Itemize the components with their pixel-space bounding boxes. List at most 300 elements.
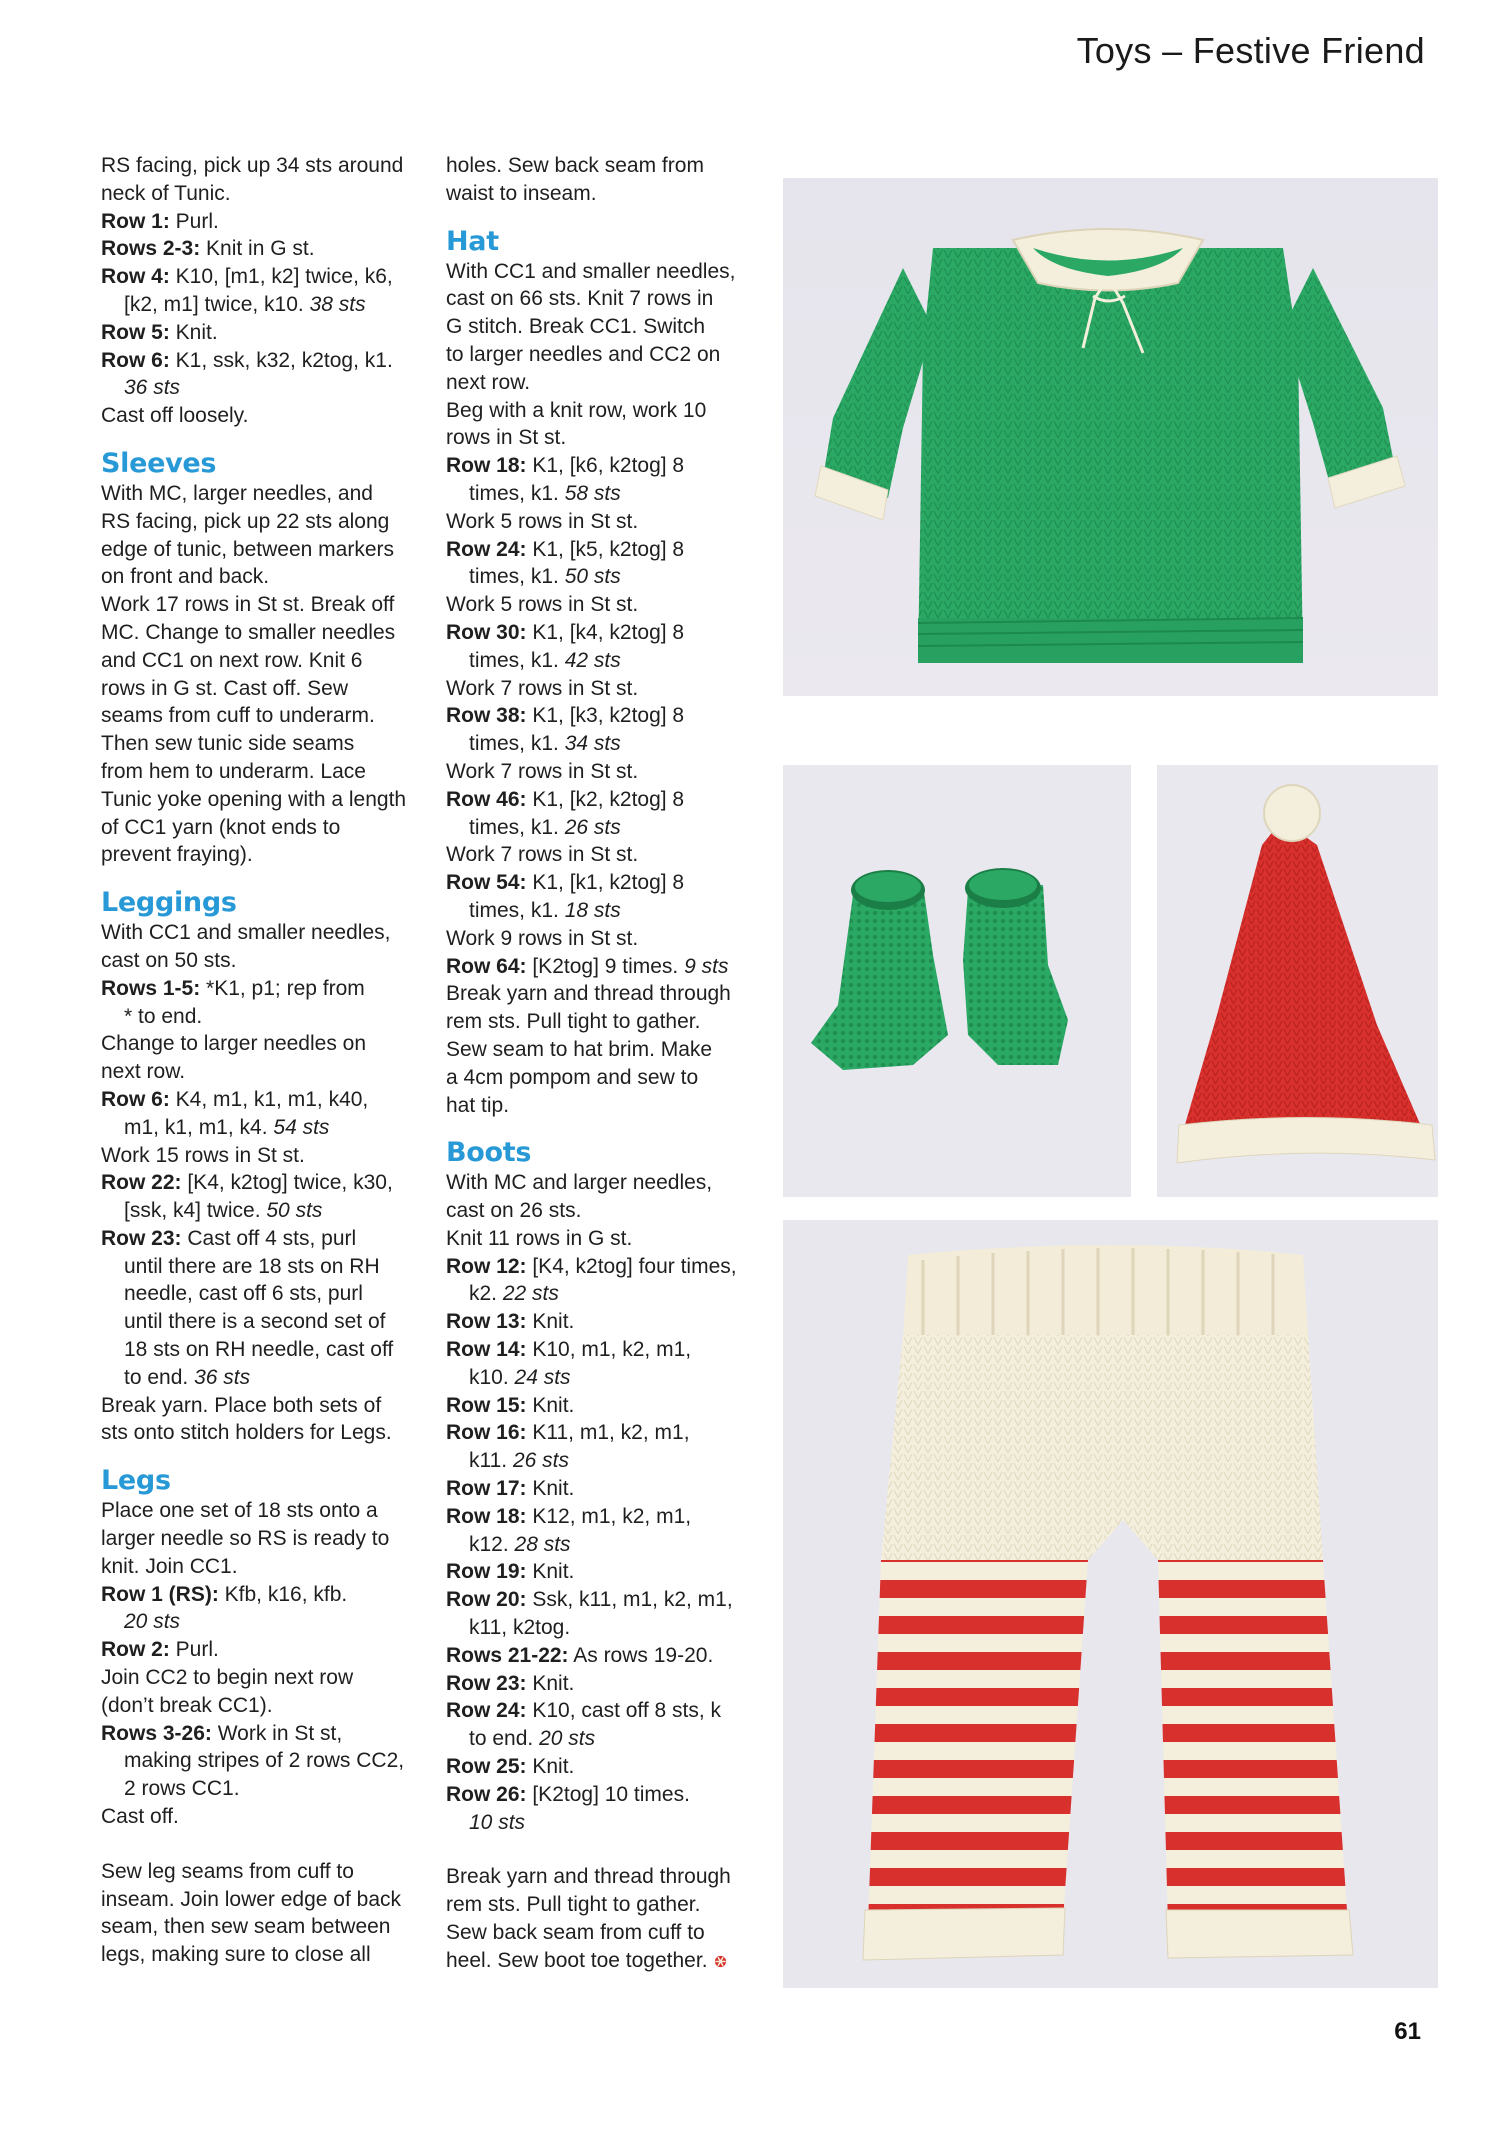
stitch-count: 26 sts <box>512 1449 569 1473</box>
text-line <box>101 347 431 375</box>
text-line <box>446 1558 776 1586</box>
text-line <box>101 1030 431 1058</box>
line-text: holes. Sew back seam from <box>446 154 704 177</box>
text-line <box>446 953 776 981</box>
line-text: K1, [k5, k2tog] 8 <box>526 537 685 561</box>
row-label: Row 23: <box>101 1226 182 1250</box>
text-line <box>101 1608 431 1636</box>
text-line <box>446 452 776 480</box>
text-line <box>101 1858 431 1886</box>
line-text: 18 sts on RH needle, cast off <box>124 1338 394 1362</box>
text-line <box>446 1392 776 1420</box>
line-text: Sew seam to hat brim. Make <box>446 1037 713 1061</box>
text-line <box>446 1863 776 1891</box>
line-text: Knit. <box>526 1477 575 1501</box>
line-text: K1, ssk, k32, k2tog, k1. <box>169 348 393 372</box>
stitch-count: 42 sts <box>564 648 621 672</box>
text-line <box>446 1169 776 1197</box>
text-line <box>446 1781 776 1809</box>
leggings-photo <box>783 1220 1438 1988</box>
line-text: k2. <box>469 1282 503 1306</box>
line-text: K11, m1, k2, m1, <box>526 1421 690 1445</box>
line-text: RS facing, pick up 22 sts along <box>101 509 390 533</box>
row-label: Row 15: <box>446 1393 527 1417</box>
line-text: Work 5 rows in St st. <box>446 593 639 617</box>
stitch-count: 36 sts <box>194 1365 251 1389</box>
row-label: Row 54: <box>446 871 527 895</box>
line-text: Work 15 rows in St st. <box>101 1143 305 1167</box>
row-label: Row 46: <box>446 787 527 811</box>
text-line <box>446 313 776 341</box>
text-line <box>101 1169 431 1197</box>
row-label: Row 20: <box>446 1588 527 1612</box>
row-label: Row 24: <box>446 537 527 561</box>
stitch-count: 34 sts <box>564 732 621 756</box>
text-line <box>101 1197 431 1225</box>
line-text: Knit. <box>169 320 218 344</box>
line-text: K4, m1, k1, m1, k40, <box>169 1087 369 1111</box>
line-text: K10, [m1, k2] twice, k6, <box>169 265 393 289</box>
text-line <box>101 208 431 236</box>
text-line <box>446 1947 776 1975</box>
text-line <box>101 1525 431 1553</box>
text-line <box>101 480 431 508</box>
row-label: Row 38: <box>446 704 527 728</box>
line-text: 2 rows CC1. <box>124 1777 240 1801</box>
line-text: With MC and larger needles, <box>446 1171 713 1195</box>
text-line <box>446 1197 776 1225</box>
text-line <box>101 786 431 814</box>
line-text: Break yarn and thread through <box>446 982 731 1006</box>
stitch-count: 9 sts <box>684 954 729 978</box>
text-line <box>446 841 776 869</box>
row-label: Row 18: <box>446 1504 527 1528</box>
text-line <box>101 947 431 975</box>
text-line <box>101 702 431 730</box>
text-line <box>446 1891 776 1919</box>
line-text: [ssk, k4] twice. <box>124 1199 267 1223</box>
text-line <box>446 1503 776 1531</box>
text-line <box>101 619 431 647</box>
text-line <box>101 1058 431 1086</box>
line-text: Change to larger needles on <box>101 1032 367 1056</box>
hat-instructions <box>446 258 776 1120</box>
text-line <box>101 1941 431 1969</box>
text-line <box>101 1225 431 1253</box>
line-text: Join CC2 to begin next row <box>101 1666 354 1690</box>
line-text: Knit. <box>526 1393 575 1417</box>
text-line <box>101 563 431 591</box>
text-line <box>446 1253 776 1281</box>
text-line <box>101 319 431 347</box>
text-line <box>446 1225 776 1253</box>
line-text: seam, then sew seam between <box>101 1915 391 1939</box>
stitch-count: 58 sts <box>564 481 621 505</box>
text-line <box>101 591 431 619</box>
hat-photo <box>1157 765 1438 1197</box>
line-text: Knit 11 rows in G st. <box>446 1226 633 1250</box>
text-line <box>101 1114 431 1142</box>
line-text: K1, [k6, k2tog] 8 <box>526 454 685 478</box>
line-text: Place one set of 18 sts onto a <box>101 1499 378 1523</box>
row-label: Row 5: <box>101 320 170 344</box>
text-line <box>446 1064 776 1092</box>
text-line <box>101 1336 431 1364</box>
text-line <box>446 563 776 591</box>
text-line <box>101 263 431 291</box>
text-line <box>101 1280 431 1308</box>
text-line <box>101 1142 431 1170</box>
text-line <box>101 758 431 786</box>
text-line <box>446 869 776 897</box>
line-text: Work in St st, <box>211 1721 343 1745</box>
stitch-count: 20 sts <box>124 1610 181 1634</box>
text-line <box>446 897 776 925</box>
row-label: Row 1: <box>101 209 170 233</box>
line-text: Knit. <box>526 1671 575 1695</box>
line-text: times, k1. <box>469 565 565 589</box>
line-text: MC. Change to smaller needles <box>101 620 396 644</box>
text-line <box>446 1308 776 1336</box>
leggings-heading: Leggings <box>101 887 237 919</box>
leggings-instructions <box>101 919 431 1447</box>
line-text: Cast off loosely. <box>101 404 249 428</box>
line-text: rows in St st. <box>446 426 567 450</box>
line-text: needle, cast off 6 sts, purl <box>124 1282 363 1306</box>
text-line <box>101 1720 431 1748</box>
text-line <box>446 814 776 842</box>
text-line <box>446 702 776 730</box>
line-text: Cast off. <box>101 1805 179 1829</box>
line-text: to end. <box>469 1727 540 1751</box>
boots-photo <box>783 765 1131 1197</box>
stitch-count: 22 sts <box>502 1282 559 1306</box>
text-line <box>446 1531 776 1559</box>
row-label: Row 30: <box>446 620 527 644</box>
line-text: [K2tog] 10 times. <box>526 1782 690 1806</box>
line-text: to end. <box>124 1365 195 1389</box>
line-text: k11, k2tog. <box>469 1616 571 1640</box>
text-line <box>446 397 776 425</box>
line-text: With MC, larger needles, and <box>101 481 373 505</box>
line-text: times, k1. <box>469 732 565 756</box>
line-text: With CC1 and smaller needles, <box>446 259 736 283</box>
legs-heading: Legs <box>101 1465 171 1497</box>
row-label: Row 12: <box>446 1254 527 1278</box>
text-line <box>101 1308 431 1336</box>
text-line <box>446 424 776 452</box>
line-text: inseam. Join lower edge of back <box>101 1887 401 1911</box>
hat-heading: Hat <box>446 225 499 257</box>
line-text: Knit in G st. <box>200 237 315 261</box>
line-text: Purl. <box>169 209 219 233</box>
stitch-count: 28 sts <box>514 1532 571 1556</box>
line-text: Work 5 rows in St st. <box>446 509 639 533</box>
line-text: times, k1. <box>469 815 565 839</box>
line-text: K12, m1, k2, m1, <box>526 1504 692 1528</box>
line-text: Work 7 rows in St st. <box>446 759 639 783</box>
text-line <box>446 925 776 953</box>
line-text: *K1, p1; rep from <box>200 976 365 1000</box>
stitch-count: 50 sts <box>266 1199 323 1223</box>
column-left <box>101 152 431 1969</box>
text-line <box>101 1803 431 1831</box>
text-line <box>446 647 776 675</box>
text-line <box>446 480 776 508</box>
sleeves-instructions <box>101 480 431 869</box>
line-text: prevent fraying). <box>101 843 253 867</box>
line-text: cast on 66 sts. Knit 7 rows in <box>446 287 714 311</box>
text-line <box>101 508 431 536</box>
line-text: until there are 18 sts on RH <box>124 1254 380 1278</box>
text-line <box>101 1664 431 1692</box>
text-line <box>101 1553 431 1581</box>
line-text: Tunic yoke opening with a length <box>101 787 407 811</box>
line-text: Work 7 rows in St st. <box>446 676 639 700</box>
stitch-count: 36 sts <box>124 376 181 400</box>
line-text: K10, m1, k2, m1, <box>526 1338 692 1362</box>
row-label: Rows 1-5: <box>101 976 201 1000</box>
text-line <box>101 1775 431 1803</box>
row-label: Row 23: <box>446 1671 527 1695</box>
row-label: Row 16: <box>446 1421 527 1445</box>
line-text: rem sts. Pull tight to gather. <box>446 1893 701 1917</box>
row-label: Row 64: <box>446 954 527 978</box>
text-line <box>446 1725 776 1753</box>
line-text: edge of tunic, between markers <box>101 537 394 561</box>
text-line <box>446 1036 776 1064</box>
text-line <box>446 786 776 814</box>
line-text: As rows 19-20. <box>568 1643 714 1667</box>
line-text: of CC1 yarn (knot ends to <box>101 815 341 839</box>
boots-instructions <box>446 1169 776 1836</box>
text-line <box>101 814 431 842</box>
line-text: Ssk, k11, m1, k2, m1, <box>526 1588 733 1612</box>
line-text: Cast off 4 sts, purl <box>181 1226 357 1250</box>
line-text: * to end. <box>124 1004 203 1028</box>
row-label: Row 2: <box>101 1638 170 1662</box>
line-text: Then sew tunic side seams <box>101 732 355 756</box>
text-line <box>101 1581 431 1609</box>
text-line <box>101 152 431 180</box>
line-text: from hem to underarm. Lace <box>101 759 366 783</box>
line-text: m1, k1, m1, k4. <box>124 1115 274 1139</box>
stitch-count: 26 sts <box>564 815 621 839</box>
text-line <box>446 758 776 786</box>
text-line <box>446 1447 776 1475</box>
text-line <box>446 591 776 619</box>
text-line <box>446 1280 776 1308</box>
page-title: Toys – Festive Friend <box>1076 30 1425 71</box>
text-line <box>446 619 776 647</box>
text-line <box>101 536 431 564</box>
line-text: K1, [k2, k2tog] 8 <box>526 787 685 811</box>
line-text: Knit. <box>526 1310 575 1334</box>
line-text: With CC1 and smaller needles, <box>101 921 391 945</box>
text-line <box>446 1336 776 1364</box>
row-label: Row 14: <box>446 1338 527 1362</box>
line-text: k12. <box>469 1532 515 1556</box>
text-line <box>101 975 431 1003</box>
text-line <box>446 1697 776 1725</box>
neck-instructions <box>101 152 431 430</box>
line-text: times, k1. <box>469 898 565 922</box>
text-line <box>101 1253 431 1281</box>
text-line <box>446 152 776 180</box>
line-text: Beg with a knit row, work 10 <box>446 398 707 422</box>
text-line <box>446 675 776 703</box>
row-label: Row 18: <box>446 454 527 478</box>
row-label: Row 26: <box>446 1782 527 1806</box>
text-line <box>446 508 776 536</box>
text-line <box>101 1392 431 1420</box>
text-line <box>101 1419 431 1447</box>
line-text: rows in G st. Cast off. Sew <box>101 676 349 700</box>
line-text: Break yarn. Place both sets of <box>101 1393 382 1417</box>
text-line <box>446 1809 776 1837</box>
text-line <box>446 980 776 1008</box>
text-line <box>101 841 431 869</box>
row-label: Rows 3-26: <box>101 1721 212 1745</box>
line-text: neck of Tunic. <box>101 181 231 205</box>
text-line <box>101 1086 431 1114</box>
line-text: heel. Sew boot toe together. <box>446 1948 708 1972</box>
line-text: Work 7 rows in St st. <box>446 843 639 867</box>
line-text: seams from cuff to underarm. <box>101 704 375 728</box>
line-text: [K4, k2tog] four times, <box>526 1254 737 1278</box>
line-text: until there is a second set of <box>124 1310 386 1334</box>
row-label: Row 17: <box>446 1477 527 1501</box>
stitch-count: 10 sts <box>469 1810 526 1834</box>
text-line <box>446 180 776 208</box>
line-text: on front and back. <box>101 565 270 589</box>
legs-finishing <box>101 1858 431 1969</box>
stitch-count: 20 sts <box>539 1727 596 1751</box>
line-text: Break yarn and thread through <box>446 1865 731 1889</box>
text-line <box>101 1364 431 1392</box>
line-text: making stripes of 2 rows CC2, <box>124 1749 405 1773</box>
stitch-count: 24 sts <box>514 1365 571 1389</box>
line-text: times, k1. <box>469 648 565 672</box>
row-label: Row 25: <box>446 1755 527 1779</box>
line-text: Sew leg seams from cuff to <box>101 1859 354 1883</box>
text-line <box>101 180 431 208</box>
text-line <box>446 258 776 286</box>
line-text: larger needle so RS is ready to <box>101 1527 390 1551</box>
row-label: Row 4: <box>101 265 170 289</box>
text-line <box>101 1913 431 1941</box>
line-text: [K4, k2tog] twice, k30, <box>181 1171 393 1195</box>
text-line <box>101 235 431 263</box>
text-line <box>446 1419 776 1447</box>
line-text: k10. <box>469 1365 515 1389</box>
line-text: cast on 26 sts. <box>446 1199 582 1223</box>
line-text: hat tip. <box>446 1093 510 1117</box>
text-line <box>101 1636 431 1664</box>
line-text: [k2, m1] twice, k10. <box>124 292 310 316</box>
text-line <box>446 1614 776 1642</box>
line-text: rem sts. Pull tight to gather. <box>446 1010 701 1034</box>
text-line <box>101 1886 431 1914</box>
line-text: Work 17 rows in St st. Break off <box>101 593 395 617</box>
boots-finishing <box>446 1863 776 1974</box>
stitch-count: 38 sts <box>309 292 366 316</box>
line-text: cast on 50 sts. <box>101 948 237 972</box>
text-line <box>446 1008 776 1036</box>
line-text: next row. <box>446 370 531 394</box>
text-line <box>101 374 431 402</box>
stitch-count: 18 sts <box>564 898 621 922</box>
line-text: and CC1 on next row. Knit 6 <box>101 648 363 672</box>
line-text: sts onto stitch holders for Legs. <box>101 1421 392 1445</box>
row-label: Rows 2-3: <box>101 237 201 261</box>
row-label: Row 1 (RS): <box>101 1582 219 1606</box>
line-text: legs, making sure to close all <box>101 1943 371 1967</box>
line-text: k11. <box>469 1449 513 1473</box>
legs-instructions <box>101 1497 431 1831</box>
text-line <box>446 1586 776 1614</box>
line-text: Sew back seam from cuff to <box>446 1921 705 1945</box>
line-text: knit. Join CC1. <box>101 1554 238 1578</box>
line-text: K10, cast off 8 sts, k <box>526 1699 722 1723</box>
text-line <box>446 536 776 564</box>
tunic-photo <box>783 178 1438 696</box>
line-text: to larger needles and CC2 on <box>446 342 721 366</box>
line-text: K1, [k4, k2tog] 8 <box>526 620 685 644</box>
boots-heading: Boots <box>446 1137 532 1169</box>
end-ornament-icon <box>714 1955 727 1968</box>
line-text: K1, [k3, k2tog] 8 <box>526 704 685 728</box>
text-line <box>446 1642 776 1670</box>
sleeves-heading: Sleeves <box>101 447 217 479</box>
text-line <box>446 1092 776 1120</box>
line-text: Work 9 rows in St st. <box>446 926 639 950</box>
line-text: Knit. <box>526 1755 575 1779</box>
row-label: Rows 21-22: <box>446 1643 569 1667</box>
text-line <box>101 1692 431 1720</box>
text-line <box>446 285 776 313</box>
text-line <box>101 402 431 430</box>
text-line <box>446 1753 776 1781</box>
text-line <box>446 1364 776 1392</box>
text-line <box>101 291 431 319</box>
text-line <box>446 341 776 369</box>
line-text: times, k1. <box>469 481 565 505</box>
column-middle <box>446 152 776 1975</box>
text-line <box>101 1003 431 1031</box>
line-text: Knit. <box>526 1560 575 1584</box>
text-line <box>101 675 431 703</box>
text-line <box>446 730 776 758</box>
row-label: Row 6: <box>101 348 170 372</box>
row-label: Row 13: <box>446 1310 527 1334</box>
legs-continued <box>446 152 776 208</box>
line-text: next row. <box>101 1060 186 1084</box>
text-line <box>446 1475 776 1503</box>
page-number: 61 <box>1394 2018 1421 2045</box>
line-text: G stitch. Break CC1. Switch <box>446 315 706 339</box>
line-text: a 4cm pompom and sew to <box>446 1065 699 1089</box>
text-line <box>101 730 431 758</box>
text-line <box>101 1497 431 1525</box>
text-line <box>101 919 431 947</box>
stitch-count: 54 sts <box>273 1115 330 1139</box>
line-text: [K2tog] 9 times. <box>526 954 685 978</box>
text-line <box>446 1670 776 1698</box>
row-label: Row 6: <box>101 1087 170 1111</box>
text-line <box>101 1747 431 1775</box>
text-line <box>101 647 431 675</box>
